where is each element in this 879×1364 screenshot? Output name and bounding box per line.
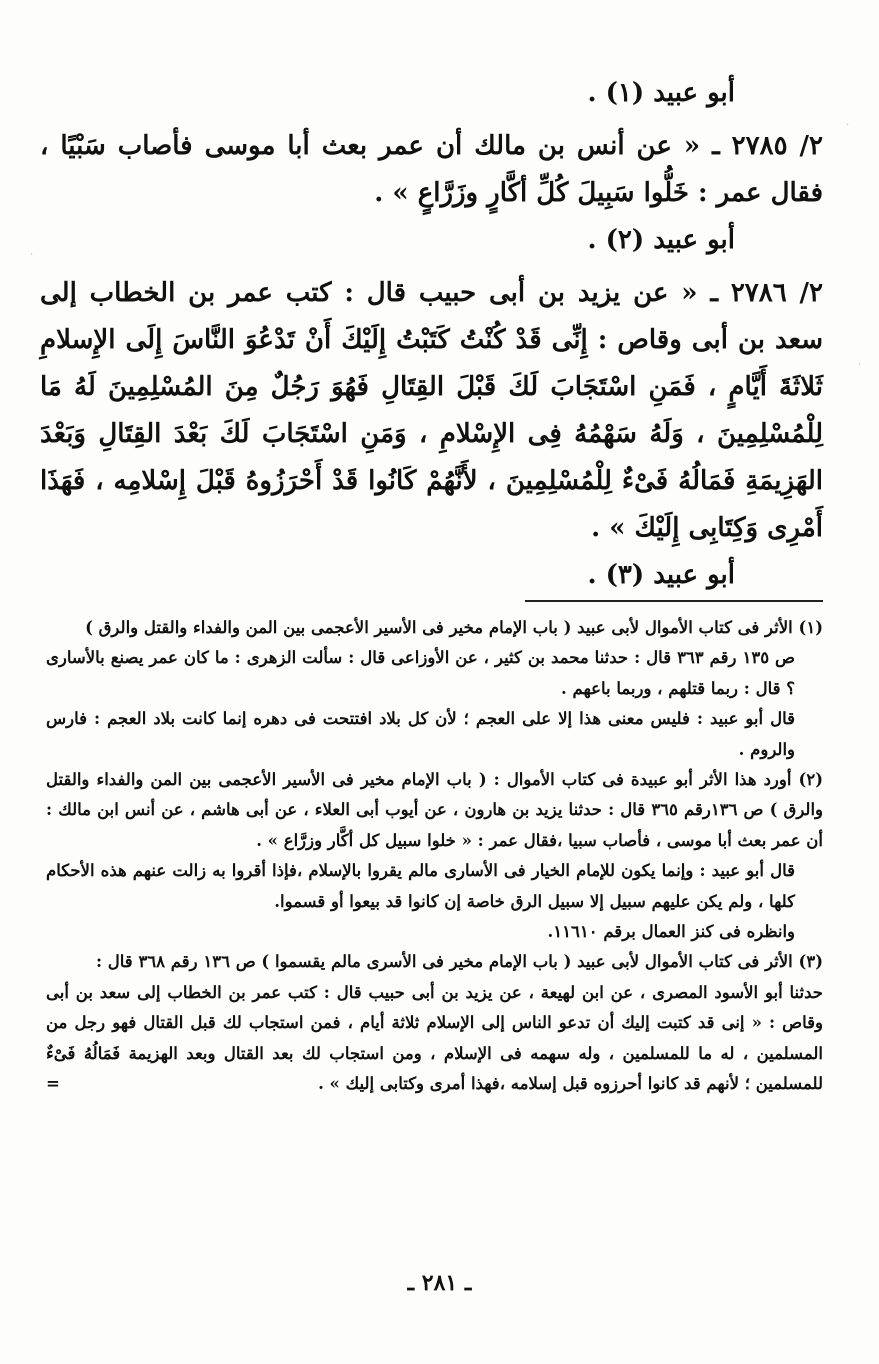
main-text: [40, 70, 823, 599]
hadith-entry-2786: ٢/ ٢٧٨٦ ـ « عن يزيد بن أبى حبيب قال : كتب عمر بن الخطاب إلى سعد بن أبى وقاص : إِنِّى قَدْ كُنْتُ كَتَبْتُ إِلَيْكَ أَنْ تَدْعُوَ النَّاسَ إِلَى الإِسلامِ ثَلاثَةَ أَيَّامٍ ، فَمَنِ اسْتَجَابَ لَكَ قَبْلَ القِتَالِ فَهُوَ رَجُلٌ مِنَ المُسْلِمِينَ لَهُ مَا لِلْمُسْلِمِينَ ، وَلَهُ سَهْمُهُ فِى الإِسْلامِ ، وَمَنِ اسْتَجَابَ لَكَ بَعْدَ القِتَالِ وَبَعْدَ الهَزِيمَةِ فَمَالُهُ فَىْءٌ لِلْمُسْلِمِينَ ، لأَنَّهُمْ كَانُوا قَدْ أَحْرَزُوهُ قَبْلَ إِسْلامِه ، فَهَذَا أَمْرِى وَكِتَابِى إِلَيْكَ » .: [40, 278, 823, 543]
footnote-2-line-1: (٢) أورد هذا الأثر أبو عبيدة فى كتاب الأموال : ( باب الإمام مخير فى الأسير الأعجمى بين المن والفداء والقتل والرق ) ص ١٣٦رقم ٣٦٥ قال : حدثنا يزيد بن هارون ، عن أيوب أبى العلاء ، عن أبى هاشم ، عن أنس ابن مالك : أن عمر بعث أبا موسى ، فأصاب سبيا ،فقال عمر : « خلوا سبيل كل أكَّار وزرَّاع » .: [46, 770, 823, 850]
scan-speck: ·: [30, 250, 34, 261]
source-citation-2786: أبو عبيد (٣) .: [587, 560, 735, 590]
scan-speck: ·: [846, 120, 850, 131]
footnote-2-line-2: قال أبو عبيد : وإنما يكون للإمام الخيار فى الأسارى مالم يقروا بالإسلام ،فإذا أقروا به زالت عنهم هذه الأحكام كلها ، ولم يكن عليهم سبيل إلا سبيل الرق خاصة إن كانوا قد بيعوا أو قسموا.: [46, 861, 795, 911]
footnote-divider: [525, 600, 823, 602]
footnote-3: [46, 947, 823, 1099]
footnote-3-line-2: [46, 978, 823, 1100]
footnote-3-text: حدثنا أبو الأسود المصرى ، عن ابن لهيعة ، عن يزيد بن أبى حبيب قال : كتب عمر بن الخطاب إلى سعد بن أبى وقاص : « إنى قد كتبت إليك أن تدعو الناس إلى الإسلام ثلاثة أيام ، فمن استجاب لك قبل القتال فهو رجل من المسلمين ، له ما للمسلمين ، وله سهمه فى الإسلام ، ومن استجاب لك بعد القتال وبعد الهزيمة فَمَالُهُ فَىْءٌ للمسلمين ؛ لأنهم قد كانوا أحرزوه قبل إسلامه ،فهذا أمرى وكتابى إليك » .: [46, 982, 823, 1094]
footnote-1-line-1: (١) الأثر فى كتاب الأموال لأبى عبيد ( باب الإمام مخير فى الأسير الأعجمى بين المن والفداء والقتل والرق ): [85, 618, 823, 637]
hadith-entry-2785: ٢/ ٢٧٨٥ ـ « عن أنس بن مالك أن عمر بعث أبا موسى فأصاب سَبْيًا ، فقال عمر : خَلُّوا سَبِيلَ كُلِّ أكَّارٍ وزَرَّاعٍ » .: [40, 131, 823, 208]
footnote-1-line-2: ص ١٣٥ رقم ٣٦٣ قال : حدثنا محمد بن كثير ، عن الأوزاعى قال : سألت الزهرى : ما كان عمر يصنع بالأسارى ؟ قال : ربما قتلهم ، وربما باعهم .: [46, 648, 795, 698]
footnotes: [46, 613, 823, 1100]
scan-speck: ·: [858, 360, 862, 371]
page-number: ـ ٢٨١ ـ: [407, 1270, 472, 1296]
footnote-1: [46, 613, 823, 765]
footnote-2-line-3: وانظره فى كنز العمال برقم ١١٦١٠.: [547, 922, 795, 942]
source-citation-2785: أبو عبيد (٢) .: [587, 225, 735, 255]
source-citation-top: أبو عبيد (١) .: [587, 78, 735, 108]
footnote-2: [46, 765, 823, 947]
footnote-1-line-3: قال أبو عبيد : فليس معنى هذا إلا على العجم ؛ لأن كل بلاد افتتحت فى دهره إنما كانت بلاد العجم : فارس والروم .: [46, 709, 795, 759]
continuation-mark: =: [46, 1074, 60, 1094]
footnote-3-line-1: (٣) الأثر فى كتاب الأموال لأبى عبيد ( باب الإمام مخير فى الأسرى مالم يقسموا ) ص ١٣٦ رقم ٣٦٨ قال :: [95, 952, 823, 972]
